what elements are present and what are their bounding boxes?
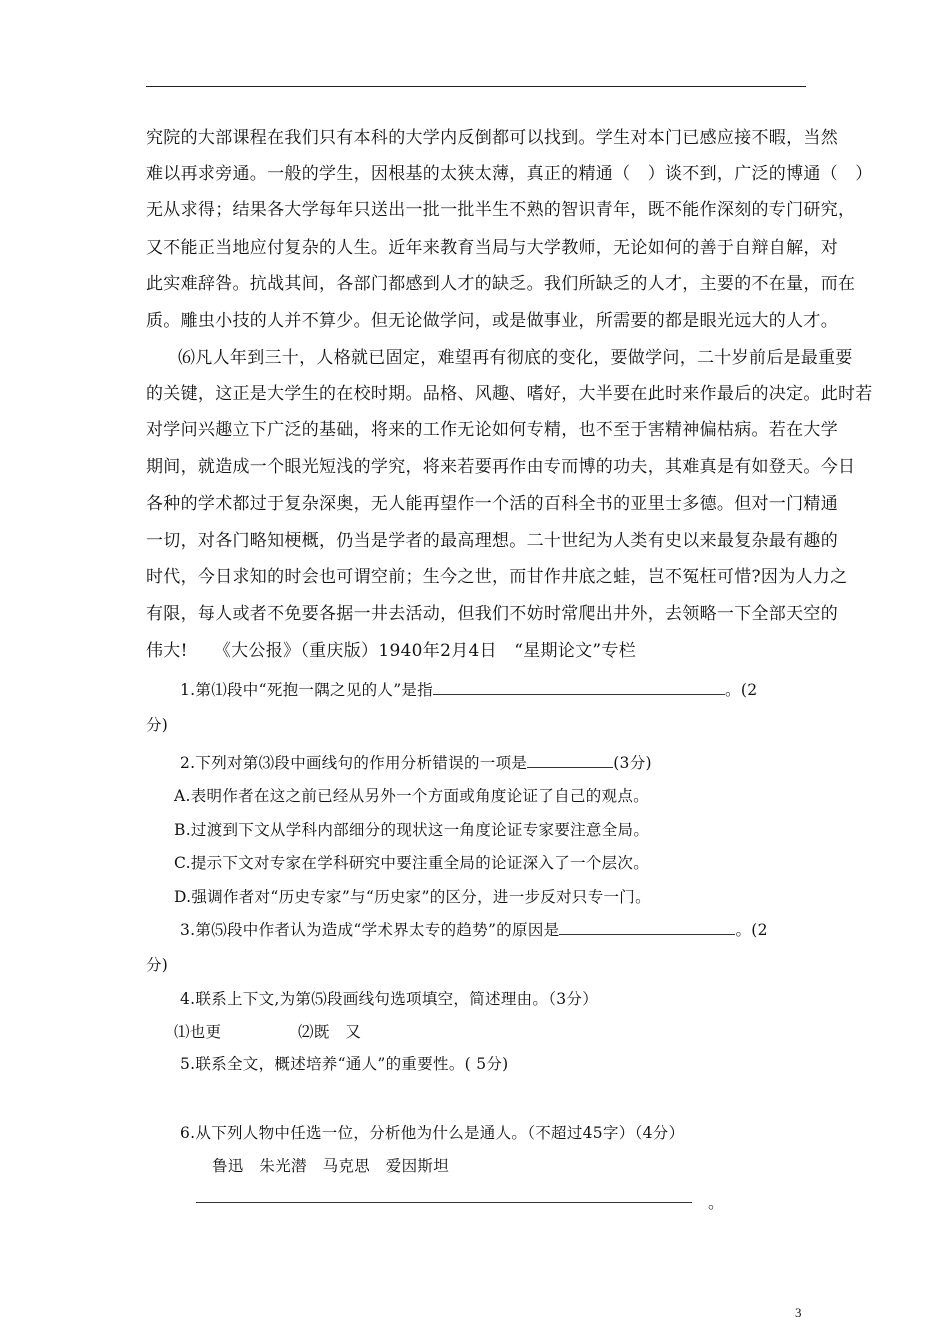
question-6-people: 鲁迅 朱光潜 马克思 爱因斯坦 — [212, 1157, 450, 1175]
paragraph-6-line-7: 时代，今日求知的时会也可谓空前；生今之世，而甘作井底之蛙，岂不冤枉可惜?因为人力之 — [146, 567, 848, 587]
paragraph-6-line-5: 各种的学术都过于复杂深奥，无人能再望作一个活的百科全书的亚里士多德。但对一门精通 — [146, 494, 838, 514]
paragraph-6-line-8: 有限，每人或者不免要各据一井去活动，但我们不妨时常爬出井外，去领略一下全部天空的 — [146, 604, 838, 624]
paragraph-5-line-4: 又不能正当地应付复杂的人生。近年来教育当局与大学教师，无论如何的善于自辩自解，对 — [146, 238, 838, 258]
paragraph-5-line-2: 难以再求旁通。一般的学生，因根基的太狭太薄，真正的精通（ ）谈不到，广泛的博通（ ） — [146, 164, 873, 184]
paragraph-6-line-1: ⑹凡人年到三十，人格就已固定，难望再有彻底的变化，要做学问，二十岁前后是最重要 — [178, 348, 853, 368]
question-3-answer-blank[interactable] — [559, 918, 735, 935]
question-2-answer-blank[interactable] — [527, 751, 613, 768]
paragraph-6-line-4: 期间，就造成一个眼光短浅的学究，将来若要再作由专而博的功夫，其难真是有如登天。今日 — [146, 457, 856, 477]
question-2 — [180, 751, 652, 773]
question-2-score: (3分) — [613, 754, 652, 772]
question-6-end-mark: 。 — [708, 1193, 725, 1212]
question-1-score: 。(2 — [725, 681, 758, 699]
paragraph-6-line-6: 一切，对各门略知梗概，仍当是学者的最高理想。二十世纪为人类有史以来最复杂最有趣的 — [146, 531, 838, 551]
question-1-score-tail: 分) — [146, 716, 169, 734]
header-rule — [146, 86, 806, 87]
question-3-text: 3.第⑸段中作者认为造成“学术界太专的趋势”的原因是 — [180, 921, 560, 939]
question-5: 5.联系全文，概述培养“通人”的重要性。( 5分) — [180, 1055, 509, 1073]
question-3-score-tail: 分) — [146, 956, 169, 974]
page-number: 3 — [795, 1305, 802, 1320]
paragraph-5-line-6: 质。雕虫小技的人并不算少。但无论做学问，或是做事业，所需要的都是眼光远大的人才。 — [146, 311, 838, 331]
question-2-option-c: C.提示下文对专家在学科研究中要注重全局的论证深入了一个层次。 — [174, 854, 650, 872]
paragraph-6-line-2: 的关键，这正是大学生的在校时期。品格、风趣、嗜好，大半要在此时来作最后的决定。此时若 — [146, 384, 873, 404]
question-6: 6.从下列人物中任选一位，分析他为什么是通人。（不超过45字）（4分） — [180, 1124, 685, 1142]
question-3-score: 。(2 — [735, 921, 768, 939]
question-1-answer-blank[interactable] — [433, 678, 725, 695]
paragraph-5-line-5: 此实难辞咎。抗战其间，各部门都感到人才的缺乏。我们所缺乏的人才，主要的不在量，而在 — [146, 274, 856, 294]
question-1 — [180, 678, 757, 700]
question-1-text: 1.第⑴段中“死抱一隅之见的人”是指 — [180, 681, 434, 699]
question-2-option-b: B.过渡到下文从学科内部细分的现状这一角度论证专家要注意全局。 — [174, 821, 650, 839]
paragraph-5-line-3: 无从求得；结果各大学每年只送出一批一批半生不熟的智识青年，既不能作深刻的专门研究， — [146, 200, 856, 220]
question-4-option-1: ⑴也更 — [174, 1023, 222, 1041]
question-4-option-2: ⑵既 又 — [298, 1023, 362, 1041]
question-2-option-a: A.表明作者在这之前已经从另外一个方面或角度论证了自己的观点。 — [174, 787, 649, 805]
paragraph-6-line-9: 伟大! 《大公报》（重庆版）1940年2月4日 “星期论文”专栏 — [146, 641, 637, 661]
question-6-answer-blank[interactable] — [196, 1202, 692, 1203]
paragraph-6-line-3: 对学问兴趣立下广泛的基础，将来的工作无论如何专精，也不至于害精神偏枯病。若在大学 — [146, 420, 838, 440]
question-2-option-d: D.强调作者对“历史专家”与“历史家”的区分，进一步反对只专一门。 — [174, 888, 651, 906]
paragraph-5-line-1: 究院的大部课程在我们只有本科的大学内反倒都可以找到。学生对本门已感应接不暇，当然 — [146, 128, 838, 148]
question-4: 4.联系上下文,为第⑸段画线句选项填空，简述理由。（3分） — [180, 990, 599, 1008]
question-2-text: 2.下列对第⑶段中画线句的作用分析错误的一项是 — [180, 754, 528, 772]
question-3 — [180, 918, 768, 940]
